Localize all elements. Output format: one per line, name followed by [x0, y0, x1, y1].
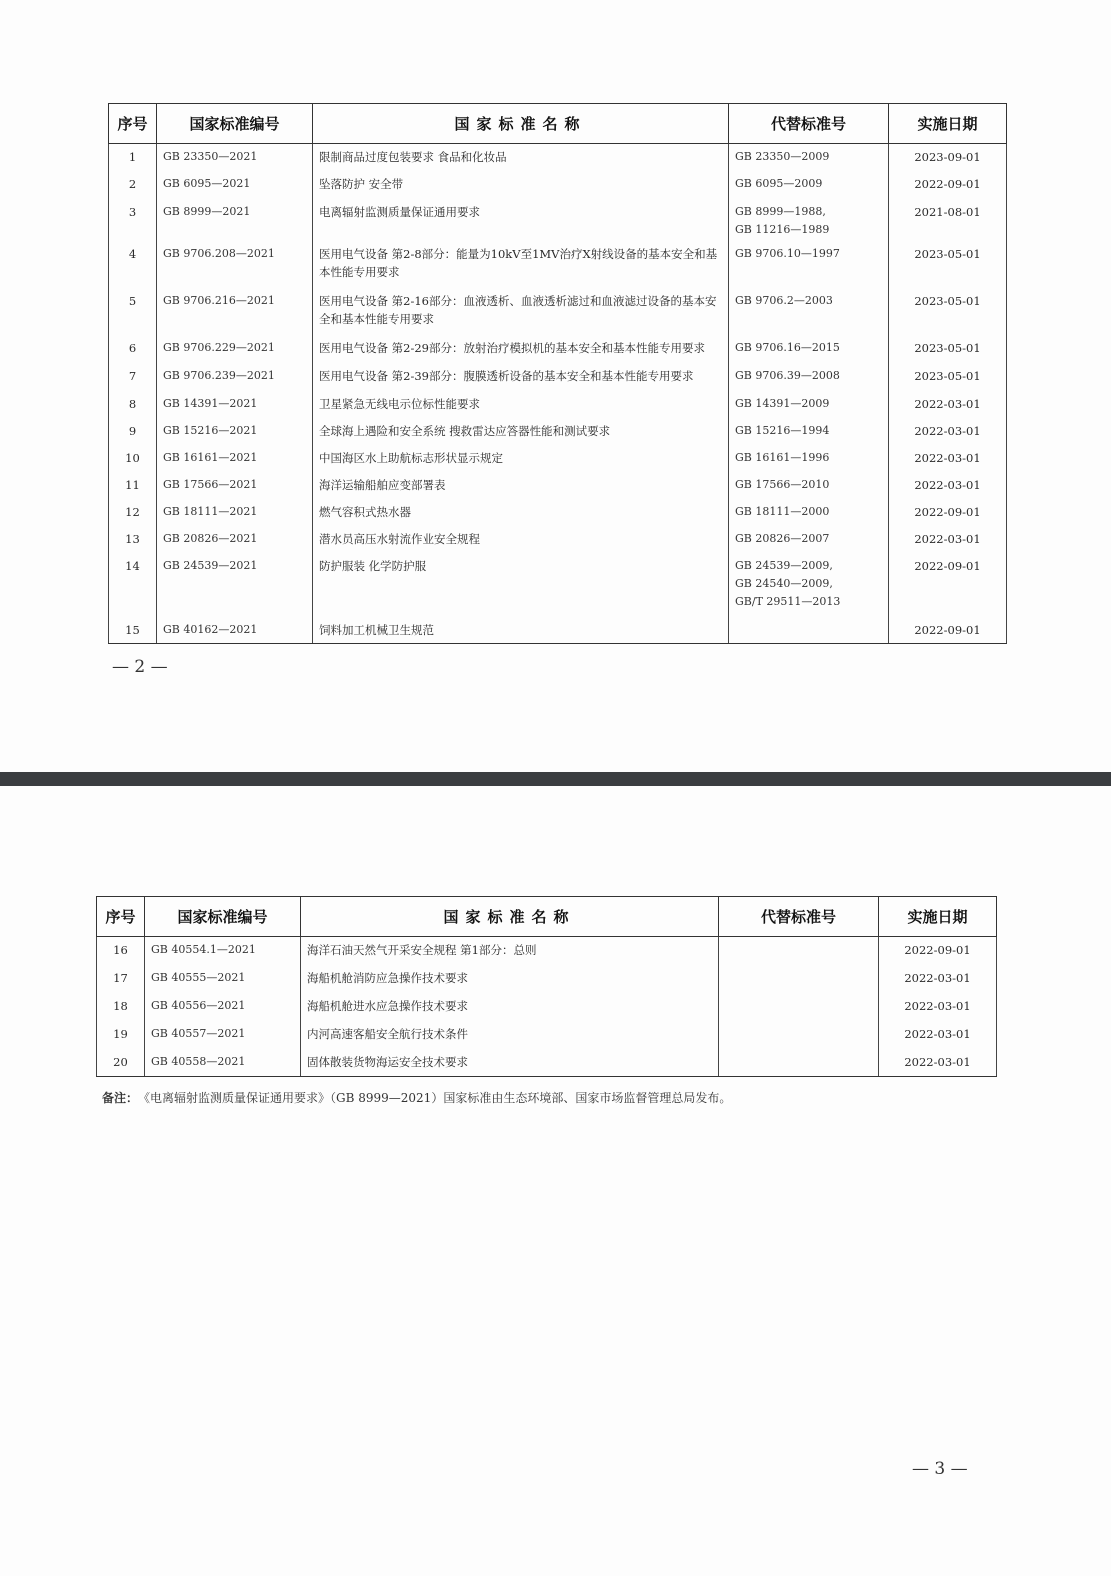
page-separator: [0, 772, 1111, 786]
implementation-date-cell: 2022-03-01: [889, 472, 1007, 499]
header-replaced: 代替标准号: [719, 897, 879, 937]
replaced-standard-code: GB 17566—2010: [735, 477, 830, 491]
header-date: 实施日期: [889, 104, 1007, 144]
replaced-standard-code: GB 9706.2—2003: [735, 293, 833, 307]
standard-name-cell: 防护服装 化学防护服: [313, 553, 729, 617]
replaced-standard-code: GB 8999—1988,: [735, 204, 826, 218]
replaced-standard-code: GB 9706.10—1997: [735, 246, 840, 260]
replaced-standard-cell: [719, 1021, 879, 1049]
implementation-date-cell: 2022-03-01: [889, 526, 1007, 553]
replaced-standard-code: GB 9706.39—2008: [735, 368, 840, 382]
table-row: [109, 335, 1007, 363]
implementation-date-cell: 2022-09-01: [889, 553, 1007, 617]
replaced-standard-code: GB 23350—2009: [735, 150, 830, 163]
table-row: [109, 288, 1007, 335]
replaced-standard-cell: [729, 553, 889, 617]
seq-cell: 11: [109, 472, 157, 499]
replaced-standard-code: GB 24539—2009,: [735, 558, 833, 572]
remark-text: 《电离辐射监测质量保证通用要求》（GB 8999—2021）国家标准由生态环境部、国家市场监督管理总局发布。: [144, 1091, 732, 1105]
replaced-standard-code: GB 9706.16—2015: [735, 340, 840, 354]
implementation-date-cell: 2022-09-01: [889, 499, 1007, 526]
replaced-standard-cell: [729, 499, 889, 526]
standard-name-cell: 医用电气设备 第2-16部分：血液透析、血液透析滤过和血液滤过设备的基本安全和基本性能专用要求: [313, 288, 729, 335]
table-row: [97, 993, 997, 1021]
standard-code-cell: GB 40556—2021: [145, 993, 301, 1021]
replaced-standard-cell: [719, 1049, 879, 1077]
standard-name-cell: 海船机舱进水应急操作技术要求: [301, 993, 719, 1021]
standard-code-cell: GB 6095—2021: [157, 171, 313, 199]
page-number-3: — 3 —: [912, 1459, 968, 1479]
replaced-standard-code: GB 15216—1994: [735, 423, 830, 437]
table-row: [109, 171, 1007, 199]
standard-name-cell: 内河高速客船安全航行技术条件: [301, 1021, 719, 1049]
remark-label: 备注：: [102, 1091, 139, 1105]
replaced-standard-cell: [729, 171, 889, 199]
standards-table-page-3: [96, 896, 997, 1077]
seq-cell: 10: [109, 445, 157, 472]
replaced-standard-cell: [729, 363, 889, 391]
table-row: [109, 144, 1007, 171]
implementation-date-cell: 2022-03-01: [879, 993, 997, 1021]
table-header-row: [97, 897, 997, 937]
table-row: [109, 391, 1007, 418]
page-number-2: — 2 —: [112, 657, 168, 677]
table-row: [109, 199, 1007, 241]
seq-cell: 3: [109, 199, 157, 241]
implementation-date-cell: 2023-05-01: [889, 363, 1007, 391]
replaced-standard-code: GB/T 29511—2013: [735, 594, 841, 608]
table-body-page-2: [109, 144, 1007, 644]
standard-code-cell: GB 14391—2021: [157, 391, 313, 418]
document-page-2: [0, 0, 1111, 772]
standard-name-cell: 限制商品过度包装要求 食品和化妆品: [313, 144, 729, 171]
replaced-standard-cell: [719, 993, 879, 1021]
seq-cell: 5: [109, 288, 157, 335]
replaced-standard-cell: [729, 288, 889, 335]
seq-cell: 2: [109, 171, 157, 199]
replaced-standard-cell: [729, 526, 889, 553]
table-row: [97, 937, 997, 965]
seq-cell: 4: [109, 241, 157, 288]
table-body-page-3: [97, 937, 997, 1077]
seq-cell: 19: [97, 1021, 145, 1049]
seq-cell: 8: [109, 391, 157, 418]
standard-code-cell: GB 40555—2021: [145, 965, 301, 993]
header-date: 实施日期: [879, 897, 997, 937]
table-header-row: [109, 104, 1007, 144]
implementation-date-cell: 2023-05-01: [889, 288, 1007, 335]
replaced-standard-cell: [729, 391, 889, 418]
standards-table-page-2: [108, 103, 1007, 644]
standard-name-cell: 电离辐射监测质量保证通用要求: [313, 199, 729, 241]
standard-name-cell: 海洋石油天然气开采安全规程 第1部分：总则: [301, 937, 719, 965]
replaced-standard-code: GB 20826—2007: [735, 531, 830, 545]
replaced-standard-code: GB 18111—2000: [735, 504, 830, 518]
replaced-standard-cell: [729, 241, 889, 288]
seq-cell: 7: [109, 363, 157, 391]
replaced-standard-cell: [719, 965, 879, 993]
table-row: [109, 553, 1007, 617]
standard-code-cell: GB 40557—2021: [145, 1021, 301, 1049]
header-replaced: 代替标准号: [729, 104, 889, 144]
standard-code-cell: GB 8999—2021: [157, 199, 313, 241]
replaced-standard-code: GB 14391—2009: [735, 396, 830, 410]
standard-name-cell: 医用电气设备 第2-39部分：腹膜透析设备的基本安全和基本性能专用要求: [313, 363, 729, 391]
table-row: [109, 445, 1007, 472]
standard-name-cell: 海船机舱消防应急操作技术要求: [301, 965, 719, 993]
seq-cell: 15: [109, 617, 157, 644]
standard-name-cell: 固体散装货物海运安全技术要求: [301, 1049, 719, 1077]
replaced-standard-code: GB 16161—1996: [735, 450, 830, 464]
seq-cell: 12: [109, 499, 157, 526]
standard-code-cell: GB 18111—2021: [157, 499, 313, 526]
standard-code-cell: GB 20826—2021: [157, 526, 313, 553]
standard-code-cell: GB 9706.208—2021: [157, 241, 313, 288]
standard-name-cell: 全球海上遇险和安全系统 搜救雷达应答器性能和测试要求: [313, 418, 729, 445]
remark-note: [102, 1089, 731, 1106]
replaced-standard-cell: [729, 199, 889, 241]
standard-code-cell: GB 17566—2021: [157, 472, 313, 499]
replaced-standard-cell: [729, 418, 889, 445]
table-row: [109, 241, 1007, 288]
seq-cell: 9: [109, 418, 157, 445]
implementation-date-cell: 2022-09-01: [879, 937, 997, 965]
seq-cell: 13: [109, 526, 157, 553]
implementation-date-cell: 2023-09-01: [889, 144, 1007, 171]
replaced-standard-code: GB 6095—2009: [735, 176, 823, 190]
standard-name-cell: 海洋运输船舶应变部署表: [313, 472, 729, 499]
seq-cell: 18: [97, 993, 145, 1021]
implementation-date-cell: 2022-03-01: [889, 391, 1007, 418]
implementation-date-cell: 2022-03-01: [889, 418, 1007, 445]
header-name: 国家标准名称: [301, 897, 719, 937]
table-row: [97, 1021, 997, 1049]
table-row: [109, 499, 1007, 526]
header-code: 国家标准编号: [157, 104, 313, 144]
seq-cell: 16: [97, 937, 145, 965]
implementation-date-cell: 2022-03-01: [879, 1049, 997, 1077]
replaced-standard-code: GB 24540—2009,: [735, 576, 833, 590]
seq-cell: 17: [97, 965, 145, 993]
implementation-date-cell: 2022-03-01: [879, 1021, 997, 1049]
header-code: 国家标准编号: [145, 897, 301, 937]
standard-code-cell: GB 9706.239—2021: [157, 363, 313, 391]
implementation-date-cell: 2023-05-01: [889, 335, 1007, 363]
standard-name-cell: 潜水员高压水射流作业安全规程: [313, 526, 729, 553]
seq-cell: 14: [109, 553, 157, 617]
replaced-standard-cell: [729, 617, 889, 644]
seq-cell: 6: [109, 335, 157, 363]
header-name: 国家标准名称: [313, 104, 729, 144]
replaced-standard-cell: [729, 335, 889, 363]
replaced-standard-cell: [729, 144, 889, 171]
replaced-standard-code: GB 11216—1989: [735, 222, 830, 236]
standard-code-cell: GB 40162—2021: [157, 617, 313, 644]
standard-name-cell: 中国海区水上助航标志形状显示规定: [313, 445, 729, 472]
standard-code-cell: GB 40554.1—2021: [145, 937, 301, 965]
standard-name-cell: 卫星紧急无线电示位标性能要求: [313, 391, 729, 418]
table-row: [109, 472, 1007, 499]
standard-code-cell: GB 24539—2021: [157, 553, 313, 617]
implementation-date-cell: 2021-08-01: [889, 199, 1007, 241]
table-row: [109, 526, 1007, 553]
standard-name-cell: 饲料加工机械卫生规范: [313, 617, 729, 644]
seq-cell: 1: [109, 144, 157, 171]
implementation-date-cell: 2022-03-01: [889, 445, 1007, 472]
table-row: [109, 617, 1007, 644]
standard-name-cell: 坠落防护 安全带: [313, 171, 729, 199]
implementation-date-cell: 2023-05-01: [889, 241, 1007, 288]
standard-code-cell: GB 9706.229—2021: [157, 335, 313, 363]
replaced-standard-cell: [729, 472, 889, 499]
replaced-standard-cell: [729, 445, 889, 472]
implementation-date-cell: 2022-03-01: [879, 965, 997, 993]
table-row: [109, 418, 1007, 445]
table-row: [97, 1049, 997, 1077]
replaced-standard-cell: [719, 937, 879, 965]
table-row: [109, 363, 1007, 391]
standard-name-cell: 医用电气设备 第2-8部分：能量为10kV至1MV治疗X射线设备的基本安全和基本性能专用要求: [313, 241, 729, 288]
table-row: [97, 965, 997, 993]
standard-name-cell: 医用电气设备 第2-29部分：放射治疗模拟机的基本安全和基本性能专用要求: [313, 335, 729, 363]
standard-code-cell: GB 23350—2021: [157, 144, 313, 171]
standard-code-cell: GB 40558—2021: [145, 1049, 301, 1077]
standard-code-cell: GB 16161—2021: [157, 445, 313, 472]
standard-code-cell: GB 9706.216—2021: [157, 288, 313, 335]
standard-name-cell: 燃气容积式热水器: [313, 499, 729, 526]
standard-code-cell: GB 15216—2021: [157, 418, 313, 445]
seq-cell: 20: [97, 1049, 145, 1077]
implementation-date-cell: 2022-09-01: [889, 171, 1007, 199]
header-seq: 序号: [109, 104, 157, 144]
implementation-date-cell: 2022-09-01: [889, 617, 1007, 644]
header-seq: 序号: [97, 897, 145, 937]
